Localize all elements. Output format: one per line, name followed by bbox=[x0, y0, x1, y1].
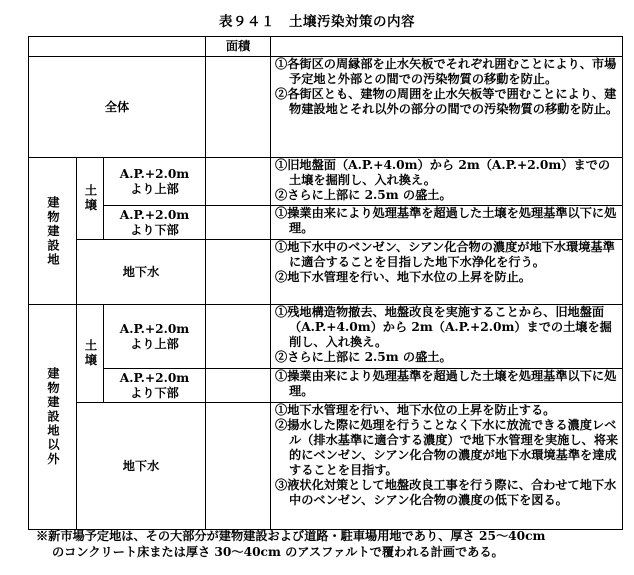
header-row bbox=[29, 37, 623, 57]
list-item: ①各街区の周縁部を止水矢板でそれぞれ囲むことにより、市場予定地と外部との間での汚染物質の移動を防止。 bbox=[275, 57, 617, 86]
row-other-groundwater bbox=[29, 403, 623, 530]
other-lower-desc bbox=[271, 369, 623, 403]
building-upper-desc bbox=[271, 158, 623, 206]
other-label-cell bbox=[29, 305, 77, 530]
header-area: 面積 bbox=[206, 37, 271, 57]
building-lower-label bbox=[104, 206, 206, 240]
list-item: ①操業由来により処理基準を超過した土壌を処理基準以下に処理。 bbox=[275, 369, 617, 398]
building-upper-label bbox=[104, 158, 206, 206]
row-building-soil-upper bbox=[29, 158, 623, 206]
other-upper-label bbox=[104, 305, 206, 369]
building-label-cell bbox=[29, 158, 77, 305]
other-soil-label: 土壌 bbox=[83, 339, 98, 368]
list-item: ①操業由来により処理基準を超過した土壌を処理基準以下に処理。 bbox=[275, 206, 617, 235]
building-upper-area bbox=[206, 158, 271, 206]
footnote-line-1: ※新市場予定地は、その大部分が建物建設および道路・駐車場用地であり、厚さ 25～40cm bbox=[36, 529, 546, 543]
building-soil-label-cell bbox=[77, 158, 104, 240]
list-item: ①残地構造物撤去、地盤改良を実施することから、旧地盤面（A.P.+4.0m）から 2m（A.P.+2.0m）までの土壌を掘削し、入れ換え。 bbox=[275, 305, 612, 349]
label-line: A.P.+2.0m bbox=[119, 207, 190, 222]
label-line: A.P.+2.0m bbox=[119, 370, 190, 385]
list-item: ②各街区とも、建物の周囲を止水矢板等で囲むことにより、建物建設地とそれ以外の部分の間での汚染物質の移動を防止。 bbox=[275, 87, 619, 116]
row-building-groundwater bbox=[29, 240, 623, 305]
whole-area bbox=[206, 57, 271, 158]
building-groundwater-area bbox=[206, 240, 271, 305]
label-line: A.P.+2.0m bbox=[119, 321, 190, 336]
list-item: ②さらに上部に 2.5m の盛土。 bbox=[275, 350, 452, 364]
row-building-soil-lower bbox=[29, 206, 623, 240]
list-item: ①地下水中のベンゼン、シアン化合物の濃度が地下水環境基準に適合することを目指した地下水浄化を行う。 bbox=[275, 240, 615, 269]
whole-desc bbox=[271, 57, 623, 158]
label-line: より上部 bbox=[130, 181, 179, 196]
list-item: ②さらに上部に 2.5m の盛土。 bbox=[275, 188, 452, 202]
list-item: ②揚水した際に処理を行うことなく下水に放流できる濃度レベル（排水基準に適合する濃度）で地下水管理を実施し、将来的にベンゼン、シアン化合物の濃度が地下水環境基準を達成することを目指す。 bbox=[275, 418, 619, 477]
whole-label: 全体 bbox=[29, 57, 206, 158]
other-soil-label-cell bbox=[77, 305, 104, 403]
other-upper-area bbox=[206, 305, 271, 369]
other-lower-label bbox=[104, 369, 206, 403]
label-line: より下部 bbox=[130, 385, 179, 400]
building-groundwater-label: 地下水 bbox=[77, 240, 206, 305]
list-item: ①地下水管理を行い、地下水位の上昇を防止する。 bbox=[275, 403, 556, 417]
other-upper-desc bbox=[271, 305, 623, 369]
other-label: 建物建設地以外 bbox=[46, 367, 60, 467]
row-other-soil-upper bbox=[29, 305, 623, 369]
label-line: A.P.+2.0m bbox=[119, 166, 190, 181]
row-whole bbox=[29, 57, 623, 158]
other-groundwater-label: 地下水 bbox=[77, 403, 206, 530]
building-label: 建物建設地 bbox=[46, 195, 60, 267]
footnote bbox=[36, 528, 626, 560]
label-line: より上部 bbox=[130, 336, 179, 351]
row-other-soil-lower bbox=[29, 369, 623, 403]
building-lower-area bbox=[206, 206, 271, 240]
other-lower-area bbox=[206, 369, 271, 403]
label-line: より下部 bbox=[130, 222, 179, 237]
footnote-line-2: のコンクリート床または厚さ 30～40cm のアスファルトで覆われる計画である。 bbox=[52, 545, 504, 559]
building-soil-label: 土壌 bbox=[83, 184, 98, 213]
other-groundwater-area bbox=[206, 403, 271, 530]
table-title: 表９４１ 土壌汚染対策の内容 bbox=[219, 14, 415, 30]
list-item: ③液状化対策として地盤改良工事を行う際に、合わせて地下水中のベンゼン、シアン化合物の濃度の低下を図る。 bbox=[275, 478, 617, 507]
list-item: ②地下水管理を行い、地下水位の上昇を防止。 bbox=[275, 270, 531, 284]
header-empty bbox=[29, 37, 206, 57]
building-lower-desc bbox=[271, 206, 623, 240]
header-desc-empty bbox=[271, 37, 623, 57]
other-groundwater-desc bbox=[271, 403, 623, 530]
building-groundwater-desc bbox=[271, 240, 623, 305]
list-item: ①旧地盤面（A.P.+4.0m）から 2m（A.P.+2.0m）までの土壌を掘削し、入れ換え。 bbox=[275, 158, 611, 187]
soil-countermeasure-table bbox=[28, 36, 623, 530]
